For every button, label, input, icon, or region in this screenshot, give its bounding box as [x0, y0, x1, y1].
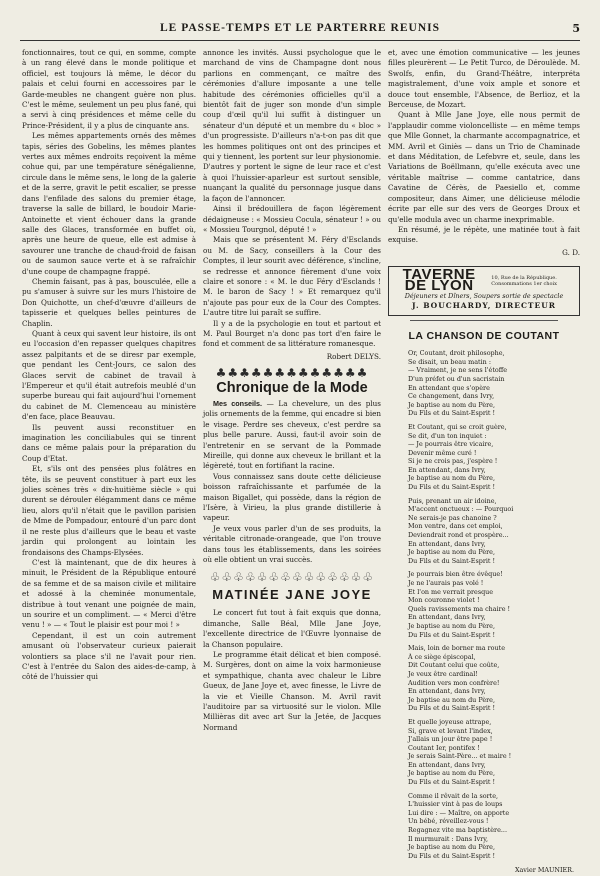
page-number: 5 — [572, 22, 580, 35]
poem-line: En attendant, dans Ivry, — [408, 465, 486, 474]
poem-line: Si je ne crois pas, j'espère ! — [408, 457, 498, 466]
col2-paragraph: annonce les invités. Aussi psychologue que le marchand de vins de Champagne dont nous parlions en commençant, ce maître des cérémonies d'allure imposante a une telle habitude des cérémonies officielles qu'il a bientôt fait de juger son monde d'un simple coup d'œil qu'il lui suffit à distinguer un sénateur d'un député et un membre du « bloc » d'un progressiste. D'ailleurs n'a-t-on pas dit que les hommes politiques ont ont des principes et qui y tiennent, les portent sur leur physionomie. D'autres y portent le signe de leur race et c'est à quoi l'huissier-aparleur est surtout sensible, nuançant la qualité du personnage jusque dans la façon de l'annoncer. — [203, 48, 381, 203]
poem-stanza — [408, 644, 580, 713]
poem-line: Se dit, d'un ton inquiet : — [408, 431, 487, 440]
divider-rule — [410, 320, 558, 321]
col1-paragraph: C'est là maintenant, que de dix heures à minuit, le Président de la République entouré de sa femme et de sa maison civile et militaire et adossé à la cheminée monumentale, distribue à tout venant une poignée de main, un sourire et un compliment. — « Merci d'être venu ! » — « Tout le plaisir est pour moi ! » — [22, 557, 196, 630]
poem-line: À ce siège épiscopal, — [408, 652, 476, 661]
poem-stanza — [408, 423, 580, 492]
poem-line: Il murmurait : Dans Ivry, — [408, 834, 489, 843]
poem-line: Coutant Ier, pontifex ! — [408, 743, 480, 752]
matinee-title: MATINÉE JANE JOYE — [212, 586, 372, 602]
chronicle-title: Chronique de la Mode — [216, 379, 368, 396]
poem-line: Et quelle joyeuse attrape, — [408, 717, 492, 726]
poem-line: Mon couronne violet ! — [408, 596, 480, 605]
poem-line: Lui dire : — Maître, on apporte — [408, 808, 510, 817]
poem-line: Je veux être cardinal! — [408, 669, 478, 678]
poem-line: M'accent onctueux : — Pourquoi — [408, 505, 514, 514]
col1-paragraph: Et, s'ils ont des pensées plus folâtres en tête, ils se peuvent constituer à part eux les jolies scènes très « dix-huitième siècle » qui durent se dérouler élégamment dans ce même lieu, alors qu'il n'était que le pavillon parisien de Mme de Pompadour, entouré d'un parc dont il ne reste plus d'ailleurs que le beau et vaste jardin qui prolongent au lointain les frondaisons des Champs-Elysées. — [22, 464, 196, 557]
poem-line: Je baptise au nom du Père, — [408, 769, 495, 778]
col1-paragraph: Quant à ceux qui savent leur histoire, ils ont eu l'occasion d'en repasser quelques chapitres assez palpitants et de se diresr par exemple, que pendant les Cent-Jours, ce salon des Glaces servit de cabinet de travail à l'Empereur et qu'il était autrefois meublé d'un superbe bureau qui fait aujourd'hui l'ornement du cabinet de M. Clemenceau au ministère d'en face, place Beauvau. — [22, 328, 196, 422]
poem-line: Du Fils et du Saint-Esprit ! — [408, 778, 496, 787]
column-3 — [388, 48, 580, 875]
poem-line: En attendant, dans Ivry, — [408, 687, 486, 696]
poem-line: Du Fils et du Saint-Esprit ! — [408, 630, 496, 639]
poem-line: En attendant que s'opère — [408, 383, 490, 392]
ad-header — [393, 266, 575, 294]
poem-stanza — [408, 718, 580, 787]
col2-paragraph: Ainsi il brédouillera de façon légèrement dédaigneuse : « Mossieu Cocula, sénateur ! » ou « Mossieu Tourgnol, député ! » — [203, 204, 381, 234]
col3-paragraph: En résumé, je le répète, une matinée tout à fait exquise. — [388, 224, 580, 245]
column-1 — [22, 48, 196, 790]
poem-line: Si, grave et levant l'index, — [408, 726, 493, 735]
poem-line: J'allais un jour être pape ! — [408, 735, 493, 744]
poem-line: En attendant, dans Ivry, — [408, 760, 486, 769]
ornament-divider: ♧♧♧♧♧♧♧♧♧♧♧♧♧♧ — [209, 569, 375, 584]
poem-line: Je pourrais bien être évêque! — [408, 570, 503, 579]
poem-line: Mais, loin de borner ma route — [408, 644, 505, 653]
poem-stanza — [408, 497, 580, 566]
col3-paragraph: Quant à Mlle Jane Joye, elle nous permit de l'applaudir comme violoncelliste — en même temps que Mlle Gonnet, la charmante accompagnatrice, et MM. Avril et Giniès — dans un Trio de Chaminade et dans Méditation, de Lefebvre et, seule, dans les Variations de Boëllmann, qu'elle exécuta avec une véritable maîtrise — comme cantatrice, dans Cavatine de Cérès, de Paesiello et, comme compositeur, dans Aimer, une délicieuse mélodie écrite par elle sur des vers de Georges Droux et qu'elle modula avec un charme inexprimable. — [388, 110, 580, 224]
col1-paragraph: Les mêmes appartements ornés des mêmes tapis, séries des Gobelins, les mêmes plantes vertes aux mêmes endroits reçoivent la même cohue qui, par une température sénégalienne, circule dans le même sens, le long de la galerie et de la serre, gravit le petit escalier, se presse dans l'enfilade des salons du premier étage, traverse la salle de billard, le boudoir Marie-Antoinette et vient échouer dans la grande salle des Glaces, transformée en buffet où, après une heure de queue, elle est admise à savourer une tranche de chaud-froid de faisan ou de saumon sauce verte et à se rafraîchir d'une coupe de champagne frappé. — [22, 131, 196, 276]
advertisement-box — [388, 266, 580, 316]
poem-title: LA CHANSON DE COUTANT — [408, 329, 560, 342]
poem-line: Quels ravissements ma chaire ! — [408, 604, 511, 613]
poem-line: Devenir même curé ! — [408, 448, 477, 457]
poem-line: Deviendrait rond et prospère... — [408, 531, 509, 540]
poem-line: Du Fils et du Saint-Esprit ! — [408, 409, 496, 418]
poem-line: Or, Coutant, droit philosophe, — [408, 349, 505, 358]
chronicle-lead: Mes conseils. — [213, 399, 263, 408]
chronicle-paragraph: Vous connaissez sans doute cette délicieuse boisson rafraîchissante et parfumée de la maison Bigallet, qui possède, dans la région de l'Isère, à Virieu, la plus grande distillerie à vapeur. — [203, 471, 381, 523]
poem-line: Puis, prenant un air idoine, — [408, 496, 497, 505]
col1-paragraph: Chemin faisant, pas à pas, bousculée, elle a pu s'amuser à suivre sur les murs l'histoire de Don Quichotte, un chef-d'œuvre d'ailleurs de tapisserie et quelques belles peintures de Chaplin. — [22, 276, 196, 328]
poem-line: Je baptise au nom du Père, — [408, 843, 495, 852]
poem-line: — Je pourrais être vicaire, — [408, 440, 494, 449]
article-signature: Robert DELYS. — [326, 351, 381, 361]
poem-line: En attendant, dans Ivry, — [408, 613, 486, 622]
chronicle-paragraph — [203, 399, 381, 472]
ornament-divider: ♣♣♣♣♣♣♣♣♣♣♣♣♣ — [215, 366, 369, 381]
chronicle-paragraph: Je veux vous parler d'un de ses produits, la véritable citronade-orangeade, que l'on trouve dans tous les établissements, dans les soirées où elle obtient un vrai succès. — [203, 523, 381, 565]
poem-line: Comme il rêvait de la sorte, — [408, 791, 499, 800]
matinee-paragraph: Le concert fut tout à fait exquis que donna, dimanche, Salle Béal, Mlle Jane Joye, l'excellente directrice de l'Œuvre lyonnaise de la Chanson populaire. — [203, 608, 381, 649]
poem-body — [388, 349, 580, 860]
chronicle-text: — La chevelure, un des plus jolis ornements de la femme, qui encadre si bien le visage. Perdre ses cheveux, c'est perdre sa plus belle parure. Aussi, faut-il avoir soin de l'entretenir en se servant de la Pommade Mireille, qui donne aux cheveux le brillant et la légèreté, tout en fortifiant la racine. — [203, 399, 381, 471]
col1-paragraph: fonctionnaires, tout ce qui, en somme, compte à un rang élevé dans le monde politique et officiel, est toujours là même, le décor du palais et celui fourni en accessoires par le Garde-meubles ne changent guère non plus. C'est le même, seulement un peu plus fané, qui a servi à cinq présidences et même celle du Prince-Président, il y a plus de cinquante ans. — [22, 48, 196, 130]
ad-tagline: Déjeuners et Dîners, Soupers sortie de spectacle — [404, 291, 564, 300]
poem-line: Je ne l'aurais pas volé ! — [408, 579, 484, 587]
poem-line: Je baptise au nom du Père, — [408, 548, 495, 557]
col2-paragraph: Mais que se présentent M. Féry d'Esclands ou M. de Sacy, conseillers à la Cour des Comptes, il leur sourit avec déférence, s'incline, se redresse et annonce fièrement d'une voix claire et sonore : « M. le duc Féry d'Esclands ! M. le baron de Sacy ! » Et remarquez qu'il n'ajoute pas pour eux de la Cour des Comptes. L'autre titre lui paraît se suffire. — [203, 235, 381, 318]
poem-stanza — [408, 792, 580, 861]
poem-line: Du Fils et du Saint-Esprit ! — [408, 851, 496, 860]
poem-line: Et Coutant, qui se croit guère, — [408, 422, 507, 431]
column-2 — [203, 48, 381, 790]
poem-line: Je baptise au nom du Père, — [408, 400, 495, 409]
ad-name: TAVERNE DE LYON — [402, 266, 476, 294]
poem-line: Du Fils et du Saint-Esprit ! — [408, 483, 496, 492]
poem-line: Se disait, un beau matin : — [408, 357, 491, 366]
poem-line: — Vraiment, je ne sens l'étoffe — [408, 366, 508, 375]
poem-line: Regagnez vite ma baptistère... — [408, 826, 507, 835]
poem-line: Un bébé, réveillez-vous ! — [408, 817, 489, 826]
poem-line: Je serais Saint-Père... et maire ! — [408, 752, 512, 761]
poem-line: L'huissier vint à pas de loups — [408, 800, 503, 809]
poem-line: Du Fils et du Saint-Esprit ! — [408, 556, 496, 565]
poem-line: Dit Coutant celui que coûte, — [408, 661, 500, 670]
col1-paragraph: Cependant, il est un coin autrement amusant où l'observateur curieux paierait volontiers sa place s'il ne l'avait pour rien. C'est à l'entrée du Salon des aides-de-camp, à côté de l'huissier qui — [22, 630, 196, 682]
poem-line: Mon ventre, dans cet emploi, — [408, 522, 503, 531]
col1-paragraph: Ils peuvent aussi reconstituer en imagination les conciliabules qui se tinrent dans ce même palais pour la préparation du Coup d'Etat. — [22, 422, 196, 463]
poem-line: Et l'on me verrait presque — [408, 587, 494, 596]
poem-line: Ce changement, dans Ivry, — [408, 392, 495, 401]
poem-stanza — [408, 570, 580, 639]
page-header — [20, 22, 580, 41]
poem-stanza — [408, 349, 580, 418]
poem-author: Xavier MAUNIER. — [514, 866, 574, 875]
matinee-paragraph: Le programme était délicat et bien composé. M. Surgères, dont on aime la voix harmonieuse et sympathique, chanta avec chaleur le Libre Gueux, de Jane Joye et, avec finesse, le Livre de la vie et Vieille Chanson. M. Avril ravit l'auditoire par sa virtuosité sur le violon. Mlle Millièras dit avec art Sur la Jetée, de Jacques Normand — [203, 649, 381, 732]
poem-line: Je baptise au nom du Père, — [408, 621, 495, 630]
poem-line: Je baptise au nom du Père, — [408, 695, 495, 704]
poem-line: Du Fils et du Saint-Esprit ! — [408, 704, 496, 713]
ad-director: J. BOUCHARDY, DIRECTEUR — [412, 301, 556, 311]
poem-line: Je baptise au nom du Père, — [408, 474, 495, 483]
poem-line: D'un préfet ou d'un sacristain — [408, 374, 505, 383]
ad-address: 10, Rue de la République. Consommations 1er choix — [491, 274, 557, 287]
poem-line: Ne serais-je pas chanoine ? — [408, 513, 497, 522]
col2-paragraph: Il y a de la psychologie en tout et partout et M. Paul Bourget n'a donc pas tort d'en faire le fond et comment de sa littérature romanesque. — [203, 318, 381, 349]
poem-line: En attendant, dans Ivry, — [408, 539, 486, 548]
col3-paragraph: et, avec une émotion communicative — les jeunes filles pleurèrent — Le Petit Turco, de Déroulède. M. Swolfs, enfin, du Grand-Théâtre, interpréta magistralement, d'une voix ample et sonore et douce tout ensemble, l'Absence, de Berlioz, et la Berceuse, de Mozart. — [388, 48, 580, 110]
poem-line: Audition vers mon confrère! — [408, 678, 500, 687]
matinee-signature: G. D. — [562, 247, 580, 257]
publication-title: LE PASSE-TEMPS ET LE PARTERRE REUNIS — [159, 22, 441, 34]
